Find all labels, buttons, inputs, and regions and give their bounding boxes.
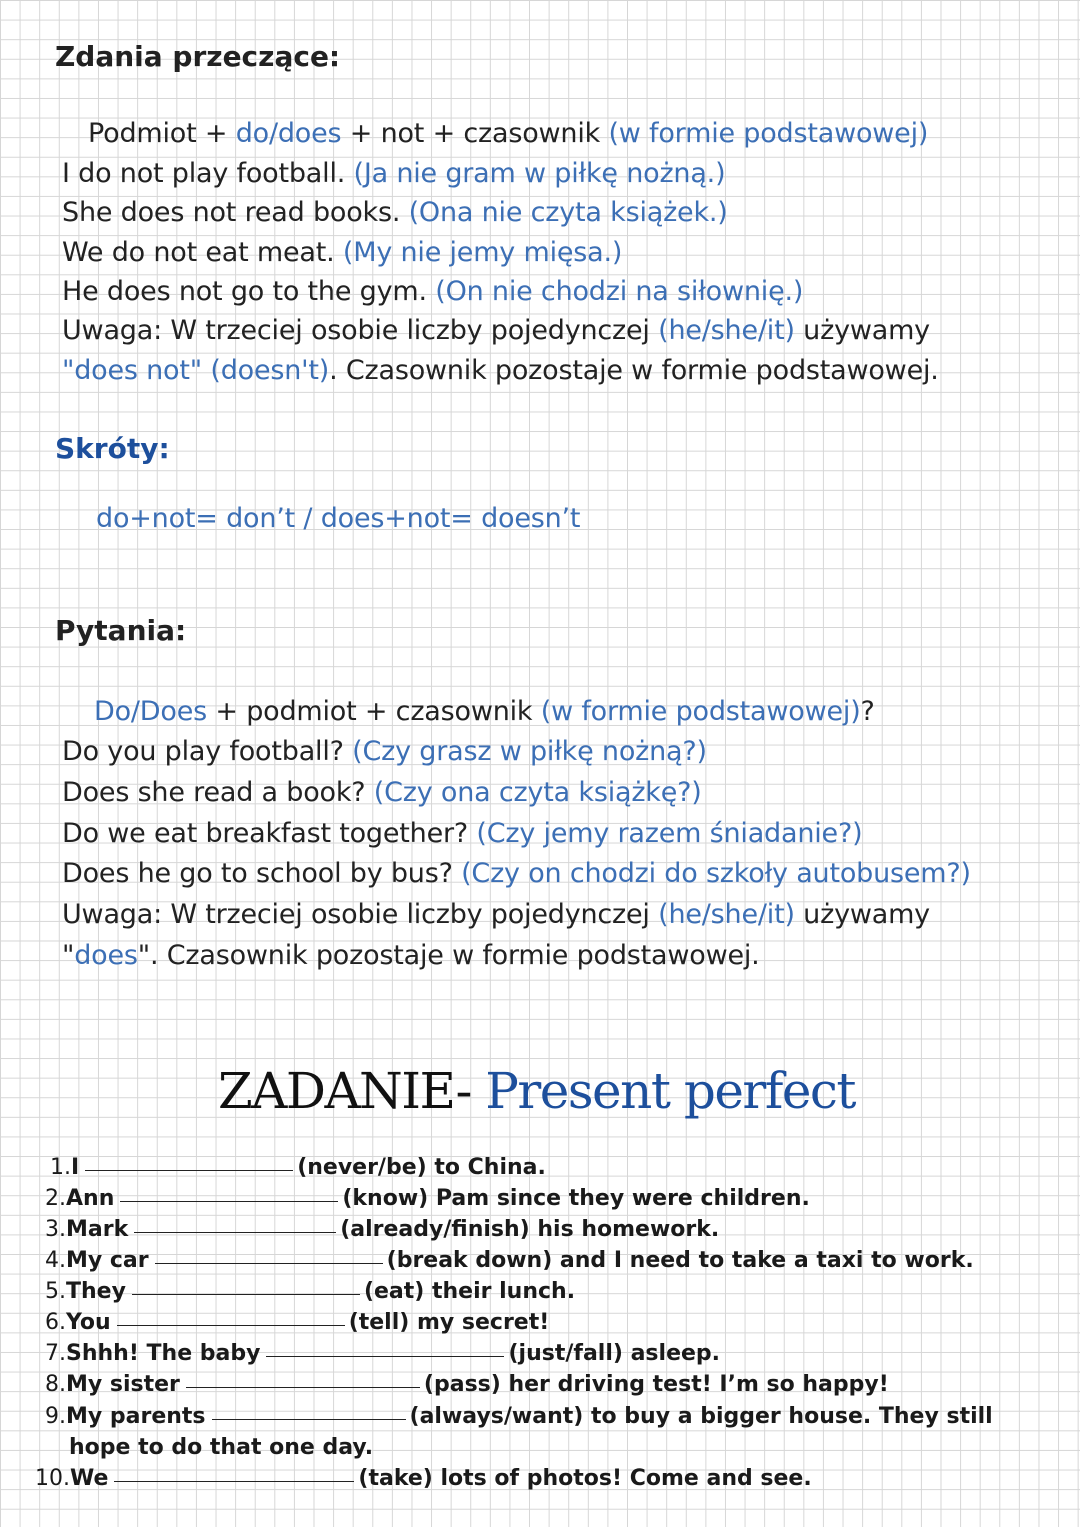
- questions-example: Do we eat breakfast together? (Czy jemy razem śniadanie?): [62, 818, 863, 849]
- questions-example: Do you play football? (Czy grasz w piłkę nożną?): [62, 736, 707, 767]
- answer-blank[interactable]: [212, 1419, 406, 1420]
- negative-example: I do not play football. (Ja nie gram w piłkę nożną.): [62, 158, 726, 189]
- negative-note: "does not" (doesn't). Czasownik pozostaje w formie podstawowej.: [62, 355, 939, 386]
- answer-blank[interactable]: [155, 1263, 383, 1264]
- exercise-item: 9.My parents (always/want) to buy a bigger house. They still: [45, 1404, 993, 1429]
- exercise-item: 3.Mark (already/finish) his homework.: [45, 1217, 720, 1242]
- exercise-item: 10.We (take) lots of photos! Come and see.: [35, 1466, 812, 1491]
- exercise-item-continuation: hope to do that one day.: [69, 1435, 374, 1460]
- exercise-item: 8.My sister (pass) her driving test! I’m so happy!: [45, 1372, 889, 1397]
- negative-formula: Podmiot + do/does + not + czasownik (w formie podstawowej): [88, 118, 929, 149]
- task-title: ZADANIE- Present perfect: [218, 1062, 856, 1120]
- answer-blank[interactable]: [186, 1387, 420, 1388]
- answer-blank[interactable]: [120, 1201, 338, 1202]
- negative-example: He does not go to the gym. (On nie chodzi na siłownię.): [62, 276, 804, 307]
- questions-note: "does". Czasownik pozostaje w formie podstawowej.: [62, 940, 760, 971]
- short-forms-text: do+not= don’t / does+not= doesn’t: [96, 503, 581, 534]
- exercise-item: 5.They (eat) their lunch.: [45, 1279, 576, 1304]
- answer-blank[interactable]: [114, 1481, 354, 1482]
- exercise-item: 4.My car (break down) and I need to take a taxi to work.: [45, 1248, 974, 1273]
- questions-example: Does she read a book? (Czy ona czyta książkę?): [62, 777, 702, 808]
- answer-blank[interactable]: [134, 1232, 336, 1233]
- short-forms-heading: Skróty:: [55, 432, 170, 465]
- exercise-item: 1.I (never/be) to China.: [50, 1155, 546, 1180]
- answer-blank[interactable]: [117, 1325, 345, 1326]
- negative-heading: Zdania przeczące:: [55, 40, 341, 73]
- exercise-item: 6.You (tell) my secret!: [45, 1310, 550, 1335]
- answer-blank[interactable]: [132, 1294, 360, 1295]
- answer-blank[interactable]: [85, 1170, 293, 1171]
- questions-heading: Pytania:: [55, 614, 187, 647]
- negative-note: Uwaga: W trzeciej osobie liczby pojedynczej (he/she/it) używamy: [62, 315, 930, 346]
- answer-blank[interactable]: [266, 1356, 504, 1357]
- questions-formula: Do/Does + podmiot + czasownik (w formie podstawowej)?: [94, 696, 875, 727]
- exercise-item: 2.Ann (know) Pam since they were children.: [45, 1186, 810, 1211]
- negative-example: We do not eat meat. (My nie jemy mięsa.): [62, 237, 623, 268]
- questions-example: Does he go to school by bus? (Czy on chodzi do szkoły autobusem?): [62, 858, 971, 889]
- questions-note: Uwaga: W trzeciej osobie liczby pojedynczej (he/she/it) używamy: [62, 899, 930, 930]
- negative-example: She does not read books. (Ona nie czyta książek.): [62, 197, 728, 228]
- exercise-item: 7.Shhh! The baby (just/fall) asleep.: [45, 1341, 721, 1366]
